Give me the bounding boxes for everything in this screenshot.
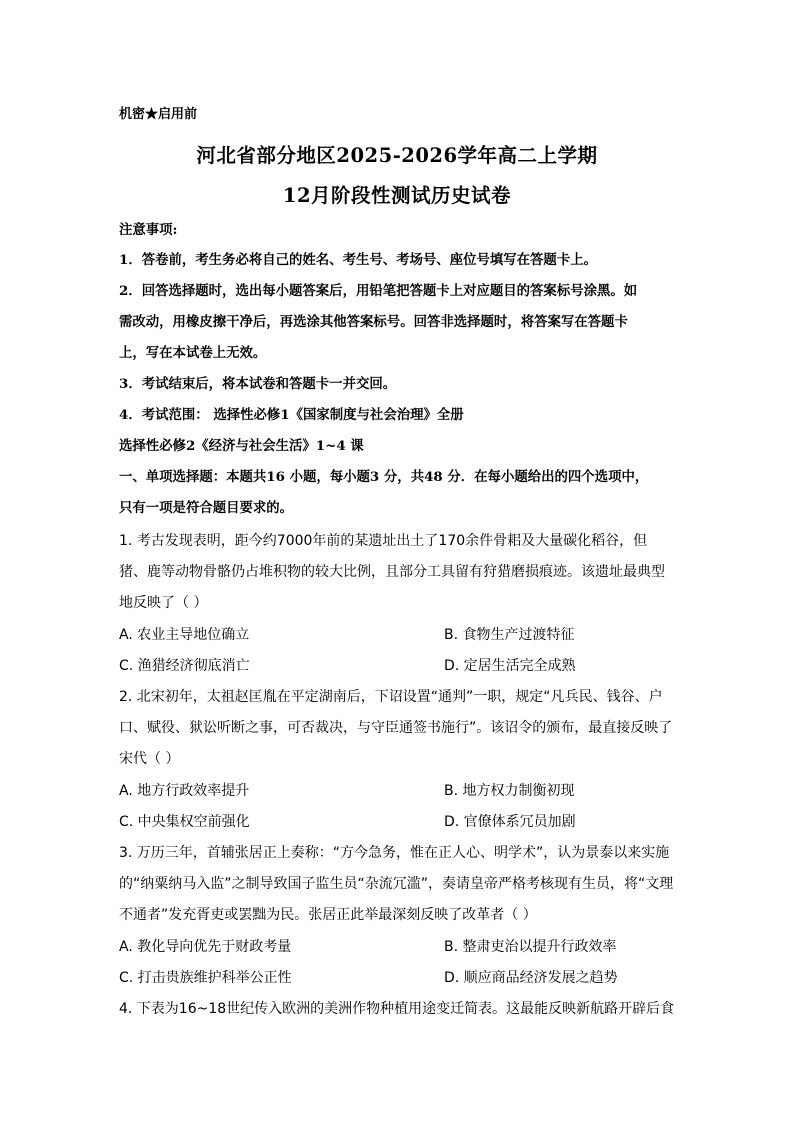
confidential-mark: 机密★启用前 xyxy=(119,107,198,122)
question-2-line2: 口、赋役、狱讼听断之事，可否裁决，与守臣通签书施行”。该诏令的颁布，最直接反映了 xyxy=(119,720,673,736)
question-1-line2: 猪、鹿等动物骨骼仍占堆积物的较大比例，且部分工具留有狩猎磨损痕迹。该遗址最典型 xyxy=(119,564,665,580)
exam-title-line1: 河北省部分地区2025-2026学年高二上学期 xyxy=(196,144,598,167)
section1-heading-line1: 一、单项选择题：本题共16 小题，每小题3 分，共48 分．在每小题给出的四个选项中， xyxy=(119,469,649,485)
question-2-line3: 宋代（ ） xyxy=(119,751,180,767)
question-3-option-a: A. 教化导向优先于财政考量 xyxy=(119,939,292,955)
question-3-option-c: C. 打击贵族维护科举公正性 xyxy=(119,970,292,986)
question-1-line1: 1. 考古发现表明，距今约7000年前的某遗址出土了170余件骨耜及大量碳化稻谷，但 xyxy=(119,533,648,549)
note-item-4-line2: 选择性必修2《经济与社会生活》1~4 课 xyxy=(119,438,364,454)
question-2-option-b: B. 地方权力制衡初现 xyxy=(444,783,575,799)
question-2-line1: 2. 北宋初年，太祖赵匡胤在平定湖南后，下诏设置“通判”一职，规定“凡兵民、钱谷、户 xyxy=(119,689,663,705)
question-3-line1: 3. 万历三年，首辅张居正上奏称：“方今急务，惟在正人心、明学术”，认为景泰以来实施 xyxy=(119,845,670,861)
section1-heading-line2: 只有一项是符合题目要求的。 xyxy=(119,500,294,516)
question-2-option-c: C. 中央集权空前强化 xyxy=(119,814,250,830)
question-4-line1: 4. 下表为16~18世纪传入欧洲的美洲作物种植用途变迁简表。这最能反映新航路开辟后食 xyxy=(119,1001,675,1017)
note-item-4-line1: 4．考试范围： 选择性必修1《国家制度与社会治理》全册 xyxy=(119,407,464,423)
question-1-line3: 地反映了（ ） xyxy=(119,595,208,611)
question-2-option-a: A. 地方行政效率提升 xyxy=(119,783,250,799)
question-3-option-d: D. 顺应商品经济发展之趋势 xyxy=(444,970,618,986)
notes-heading: 注意事项: xyxy=(119,222,178,238)
note-item-3: 3．考试结束后，将本试卷和答题卡一并交回。 xyxy=(119,376,397,392)
question-1-option-a: A. 农业主导地位确立 xyxy=(119,627,250,643)
exam-title-line2: 12月阶段性测试历史试卷 xyxy=(282,184,512,207)
question-1-option-d: D. 定居生活完全成熟 xyxy=(444,658,576,674)
question-3-line3: 不通者”发充胥吏或罢黜为民。张居正此举最深刻反映了改革者（ ） xyxy=(119,907,537,923)
question-3-option-b: B. 整肃吏治以提升行政效率 xyxy=(444,939,617,955)
question-1-option-c: C. 渔猎经济彻底消亡 xyxy=(119,658,250,674)
question-3-line2: 的“纳粟纳马入监”之制导致国子监生员“杂流冗滥”，奏请皇帝严格考核现有生员，将“文理 xyxy=(119,876,674,892)
note-item-2-line2: 需改动，用橡皮擦干净后，再选涂其他答案标号。回答非选择题时，将答案写在答题卡 xyxy=(119,314,628,330)
note-item-1: 1．答卷前，考生务必将自己的姓名、考生号、考场号、座位号填写在答题卡上。 xyxy=(119,252,597,268)
note-item-2-line1: 2．回答选择题时，选出每小题答案后，用铅笔把答题卡上对应题目的答案标号涂黑。如 xyxy=(119,283,638,299)
note-item-2-line3: 上，写在本试卷上无效。 xyxy=(119,345,267,361)
question-1-option-b: B. 食物生产过渡特征 xyxy=(444,627,575,643)
question-2-option-d: D. 官僚体系冗员加剧 xyxy=(444,814,576,830)
